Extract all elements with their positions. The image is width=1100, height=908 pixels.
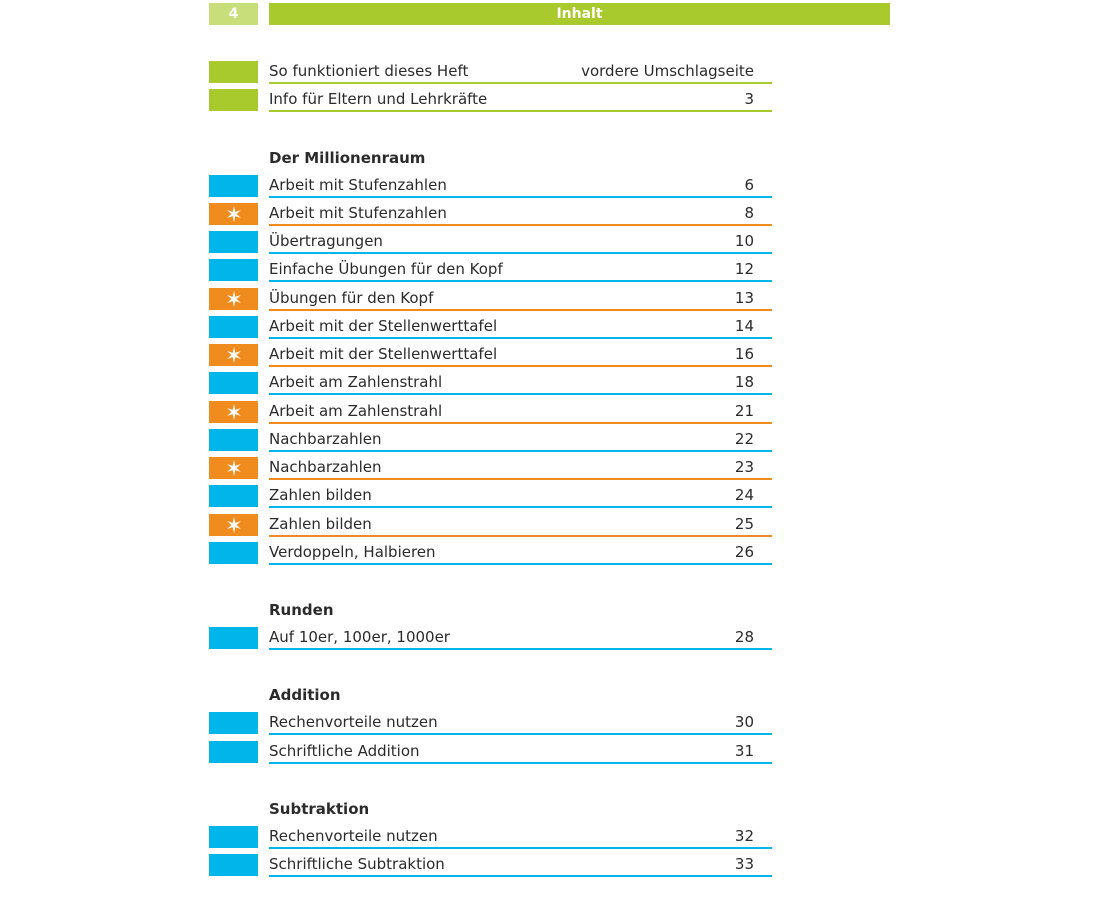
entry-underline [269,478,772,480]
entry-underline [269,393,772,395]
toc-section [209,795,772,880]
toc-entry[interactable] [209,58,772,86]
color-marker [209,429,258,451]
toc-entry[interactable] [209,738,772,766]
entry-label: Auf 10er, 100er, 1000er [269,628,450,646]
entry-label: Übungen für den Kopf [269,288,434,307]
entry-page: 18 [734,373,754,392]
color-marker [209,372,258,394]
entry-underline [269,309,772,311]
entry-page: 32 [734,826,754,845]
star-icon [225,290,243,308]
entry-label: Arbeit am Zahlenstrahl [269,401,443,420]
entry-page: 30 [734,713,754,732]
entry-page: 26 [734,542,754,561]
entry-page: 22 [734,429,754,448]
entry-underline [269,648,772,650]
color-marker [209,89,258,111]
entry-page: 23 [734,458,754,476]
toc-entry[interactable] [209,341,772,369]
section-heading: Der Millionenraum [269,148,426,167]
toc-section [209,681,772,766]
toc-section [209,58,772,115]
entry-label: Schriftliche Subtraktion [269,855,445,873]
toc-entry[interactable] [209,709,772,737]
entry-label: So funktioniert dieses Heft [269,62,469,80]
color-marker [209,542,258,564]
toc-entry[interactable] [209,539,772,567]
entry-page: 25 [734,514,754,533]
entry-page: 31 [734,741,754,760]
entry-label: Info für Eltern und Lehrkräfte [269,90,488,109]
entry-underline [269,110,772,112]
entry-label: Arbeit mit der Stellenwerttafel [269,345,498,363]
toc-entry[interactable] [209,228,772,256]
color-marker [209,231,258,253]
entry-page: 10 [734,232,754,250]
entry-page: 8 [744,203,754,222]
entry-underline [269,762,772,764]
entry-page: 21 [734,401,754,420]
entry-page: 6 [744,175,754,194]
entry-page: 16 [734,345,754,363]
color-marker [209,741,258,763]
entry-label: Nachbarzahlen [269,429,382,448]
entry-underline [269,450,772,452]
entry-underline [269,422,772,424]
entry-label: Rechenvorteile nutzen [269,713,438,732]
toc-entry[interactable] [209,851,772,879]
entry-underline [269,506,772,508]
entry-label: Zahlen bilden [269,486,372,505]
star-marker [209,288,258,310]
section-heading: Subtraktion [269,799,370,818]
entry-underline [269,535,772,537]
toc-entry[interactable] [209,200,772,228]
toc-entry[interactable] [209,86,772,114]
entry-label: Arbeit am Zahlenstrahl [269,373,443,392]
color-marker [209,826,258,848]
entry-label: Einfache Übungen für den Kopf [269,260,503,279]
entry-label: Arbeit mit der Stellenwerttafel [269,316,498,335]
color-marker [209,175,258,197]
entry-page: 33 [734,855,754,873]
table-of-contents [209,58,772,908]
entry-underline [269,82,772,84]
toc-entry[interactable] [209,369,772,397]
toc-entry[interactable] [209,172,772,200]
entry-label: Arbeit mit Stufenzahlen [269,203,447,222]
entry-label: Übertragungen [269,232,383,250]
entry-underline [269,196,772,198]
toc-entry[interactable] [209,454,772,482]
star-icon [225,346,243,364]
star-marker [209,457,258,479]
star-icon [225,516,243,534]
star-icon [225,459,243,477]
entry-page: 24 [734,486,754,505]
entry-page: 13 [734,288,754,307]
entry-page: 28 [734,628,754,646]
color-marker [209,854,258,876]
page-title: Inhalt [269,3,890,25]
toc-section [209,144,772,568]
color-marker [209,61,258,83]
entry-underline [269,224,772,226]
star-icon [225,403,243,421]
entry-underline [269,252,772,254]
color-marker [209,627,258,649]
toc-entry[interactable] [209,256,772,284]
color-marker [209,316,258,338]
entry-page: 12 [734,260,754,279]
entry-label: Arbeit mit Stufenzahlen [269,175,447,194]
toc-entry[interactable] [209,398,772,426]
star-marker [209,344,258,366]
entry-page: 14 [734,316,754,335]
entry-underline [269,875,772,877]
toc-section [209,596,772,652]
entry-underline [269,733,772,735]
entry-underline [269,847,772,849]
star-marker [209,401,258,423]
entry-underline [269,337,772,339]
color-marker [209,485,258,507]
toc-entry[interactable] [209,624,772,652]
entry-underline [269,280,772,282]
star-marker [209,514,258,536]
entry-label: Schriftliche Addition [269,741,420,760]
star-marker [209,203,258,225]
toc-entry[interactable] [209,511,772,539]
toc-entry[interactable] [209,823,772,851]
entry-page: vordere Umschlagseite [581,62,754,80]
entry-page: 3 [744,90,754,109]
color-marker [209,712,258,734]
entry-underline [269,563,772,565]
toc-entry[interactable] [209,285,772,313]
entry-underline [269,365,772,367]
entry-label: Zahlen bilden [269,514,372,533]
color-marker [209,259,258,281]
star-icon [225,205,243,223]
entry-label: Rechenvorteile nutzen [269,826,438,845]
toc-entry[interactable] [209,426,772,454]
entry-label: Nachbarzahlen [269,458,382,476]
toc-entry[interactable] [209,313,772,341]
section-heading: Runden [269,601,334,619]
section-heading: Addition [269,686,341,705]
toc-entry[interactable] [209,482,772,510]
page-number-badge: 4 [209,3,258,25]
entry-label: Verdoppeln, Halbieren [269,542,436,561]
